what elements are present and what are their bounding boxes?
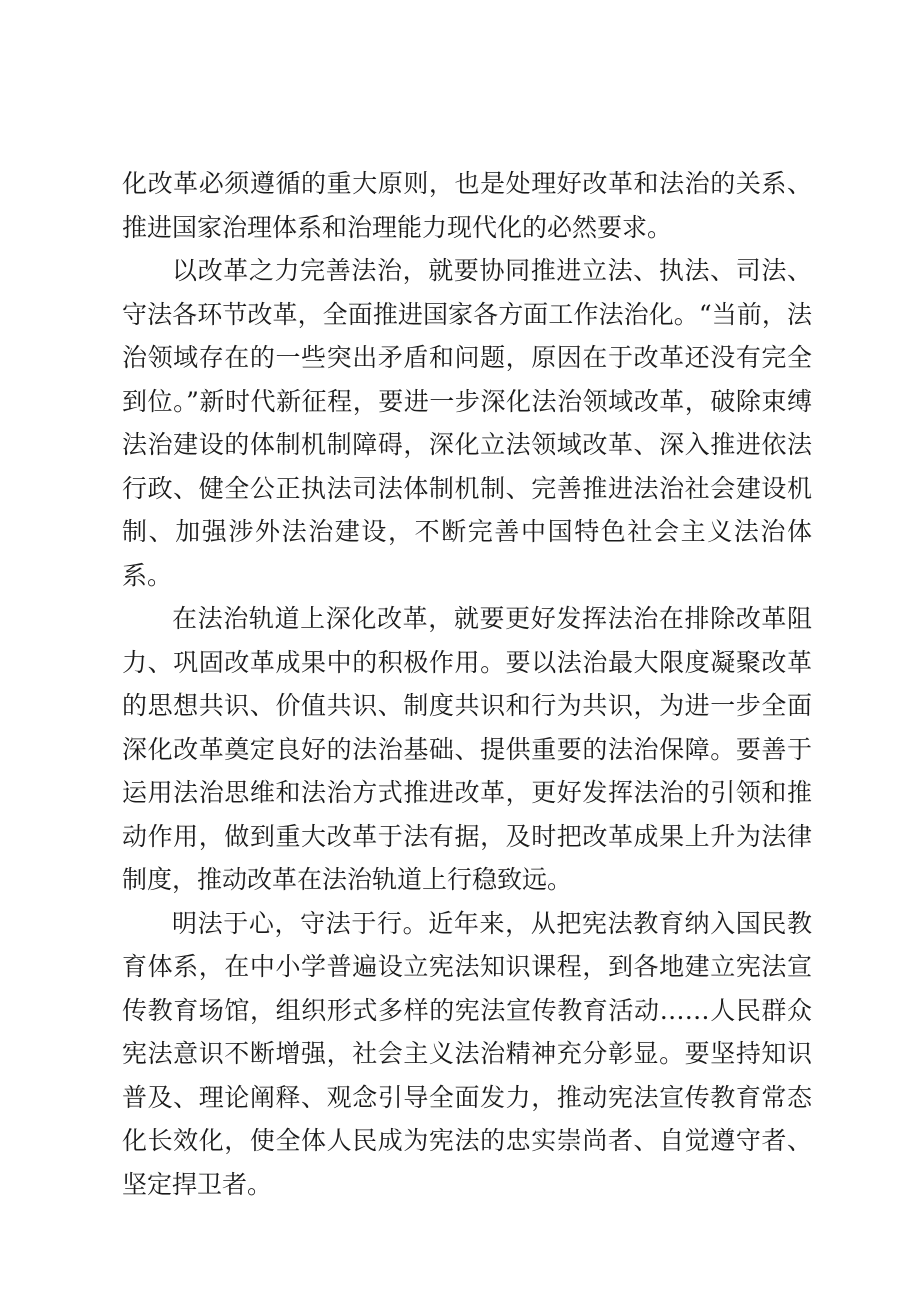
paragraph-1: 化改革必须遵循的重大原则，也是处理好改革和法治的关系、推进国家治理体系和治理能力现代化的必然要求。: [122, 169, 812, 242]
paragraph-4: 明法于心，守法于行。近年来，从把宪法教育纳入国民教育体系，在中小学普遍设立宪法知识课程，到各地建立宪法宣传教育场馆，组织形式多样的宪法宣传教育活动……人民群众宪法意识不断增强，社会主义法治精神充分彰显。要坚持知识普及、理论阐释、观念引导全面发力，推动宪法宣传教育常态化长效化，使全体人民成为宪法的忠实崇尚者、自觉遵守者、坚定捍卫者。: [122, 908, 812, 1199]
body-text: [122, 162, 812, 1206]
paragraph-2: 以改革之力完善法治，就要协同推进立法、执法、司法、守法各环节改革，全面推进国家各方面工作法治化。“当前，法治领域存在的一些突出矛盾和问题，原因在于改革还没有完全到位。”新时代新征程，要进一步深化法治领域改革，破除束缚法治建设的体制机制障碍，深化立法领域改革、深入推进依法行政、健全公正执法司法体制机制、完善推进法治社会建设机制、加强涉外法治建设，不断完善中国特色社会主义法治体系。: [122, 256, 812, 590]
paragraph-3: 在法治轨道上深化改革，就要更好发挥法治在排除改革阻力、巩固改革成果中的积极作用。要以法治最大限度凝聚改革的思想共识、价值共识、制度共识和行为共识，为进一步全面深化改革奠定良好的法治基础、提供重要的法治保障。要善于运用法治思维和法治方式推进改革，更好发挥法治的引领和推动作用，做到重大改革于法有据，及时把改革成果上升为法律制度，推动改革在法治轨道上行稳致远。: [122, 604, 812, 894]
